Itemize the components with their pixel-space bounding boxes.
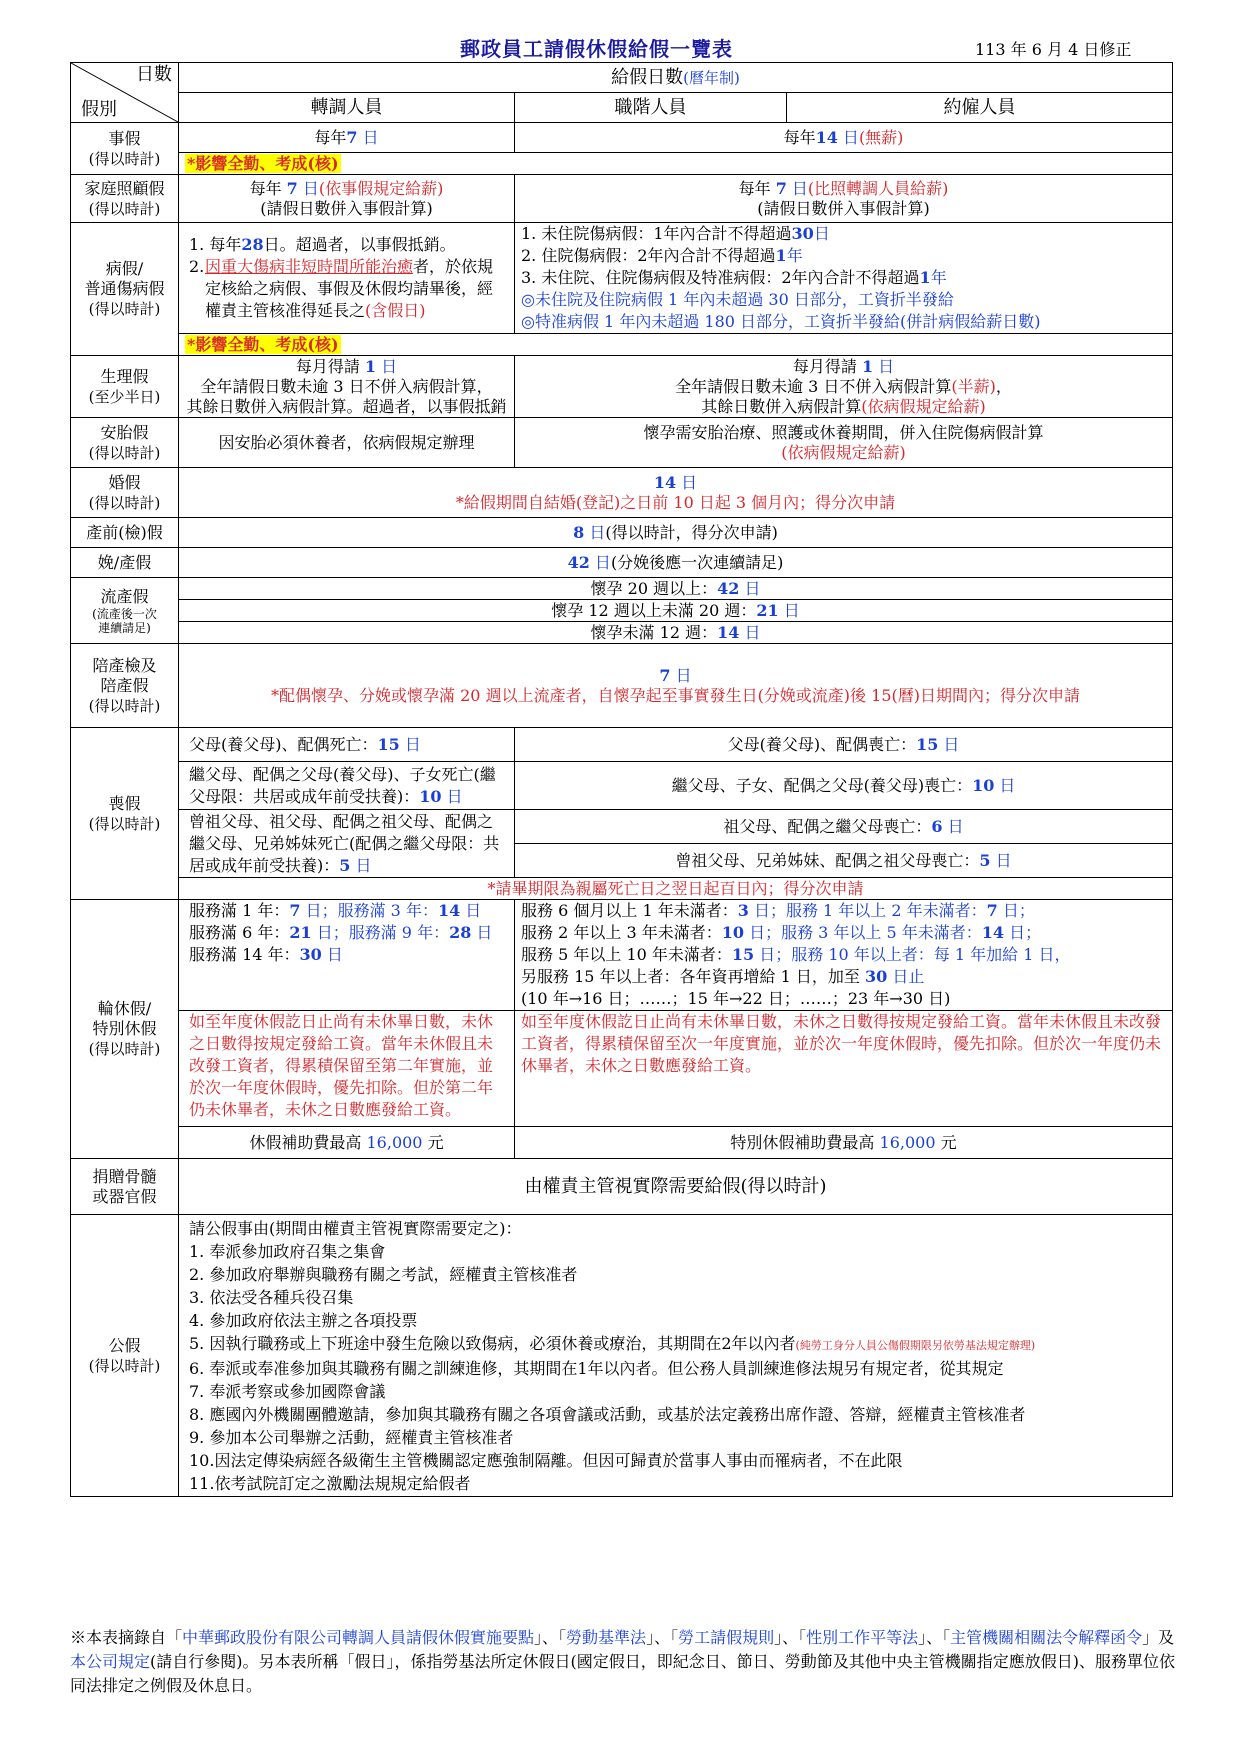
row-maternity-leave: 娩/產假	[71, 548, 179, 578]
list-item: 10.因法定傳染病經各級衛生主管機關認定應強制隔離。但因可歸責於當事人事由而罹病者，不在此限	[189, 1450, 903, 1470]
list-item: 5. 因執行職務或上下班途中發生危險以致傷病，必須休養或療治，其期間在2年以內者(純勞工身分人員公傷假期限另依勞基法規定辦理)	[189, 1333, 1036, 1353]
footnote: ※本表摘錄自「中華郵政股份有限公司轉調人員請假休假實施要點」、「勞動基準法」、「勞工請假規則」、「性別工作平等法」、「主管機關相關法令解釋函令」及本公司規定(請自行參閱)。另本表所稱「假日」，係指勞基法所定休假日(國定假日，即紀念日、節日、勞動節及其他中央主管機關指定應放假日)、服務單位依同法排定之例假及休息日。	[70, 1628, 1175, 1695]
row-personal-leave: 事假 (得以時計)	[71, 123, 179, 175]
row-donation-leave: 捐贈骨髓 或器官假	[71, 1159, 179, 1215]
leave-table: 日數 假別 給假日數(曆年制) 轉調人員 職階人員 約僱人員 事假 (得以時計) 每年7 日 每年14 日(無薪) *影響全勤、考成(核) 家庭照顧假 (得以時計) 每年 7 日(依事假規定給薪) (請假日數併入事假計算) 每年 7 日(比照轉調人員給薪) (請假日數併入事假計算) 病假/ 普通傷病假 (得以時計) 1. 每年28日。超過者，以事假抵銷。 2. 因重大傷病非短時間所能治癒者，於依規定核給之病假、事假及休假均請畢後，經權責主管核准得延長之(含假日) 1. 未住院傷病假：1年內合計不得超過30日 2. 住院傷病假：2年內合計不得超過1年 3. 未住院、住院傷病假及特准病假：2年內合計不得超過1年 ◎未住院及住院病假 1 年內未超過 30 日部分，工資折半發給 ◎特准病假 1 年內未超過 180 日部分，工資折半發給(併計病假給薪日數) *影響全勤、考成(核) 生理假 (至少半日) 每月得請 1 日 全年請假日數未逾 3 日不併入病假計算， 其餘日數併入病假計算。超過者，以事假抵銷 每月得請 1 日 全年請假日數未逾 3 日不併入病假計算(半薪)， 其餘日數併入病假計算(依病假規定給薪) 安胎假 (得以時計) 因安胎必須休養者，依病假規定辦理 懷孕需安胎治療、照護或休養期間，併入住院傷病假計算 (依病假規定給薪) 婚假 (得以時計) 14 日 *給假期間自結婚(登記)之日前 10 日起 3 個月內；得分次申請 產前(檢)假 8 日(得以時計，得分次申請) 娩/產假 42 日(分娩後應一次連續請足) 流產假 (流產後一次 連續請足) 懷孕 20 週以上：42 日 懷孕 12 週以上未滿 20 週：21 日 懷孕未滿 12 週：14 日 陪產檢及 陪產假 (得以時計) 7 日 *配偶懷孕、分娩或懷孕滿 20 週以上流產者，自懷孕起至事實發生日(分娩或流產)後 15(曆)日期間內；得分次申請 喪假 (得以時計) 父母(養父母)、配偶死亡：15 日 父母(養父母)、配偶喪亡：15 日 繼父母、配偶之父母(養父母)、子女死亡(繼父母限：共居或成年前受扶養)：10 日 繼父母、子女、配偶之父母(養父母)喪亡：10 日 曾祖父母、祖父母、配偶之祖父母、配偶之繼父母、兄弟姊妹死亡(配偶之繼父母限：共居或成年前受扶養)：5 日 祖父母、配偶之繼父母喪亡：6 日 曾祖父母、兄弟姊妹、配偶之祖父母喪亡：5 日 *請畢期限為親屬死亡日之翌日起百日內；得分次申請 輪休假/ 特別休假 (得以時計) 服務滿 1 年：7 日；服務滿 3 年：14 日 服務滿 6 年：21 日；服務滿 9 年：28 日 服務滿 14 年：30 日 服務 6 個月以上 1 年未滿者：3 日；服務 1 年以上 2 年未滿者：7 日； 服務 2 年以上 3 年未滿者：10 日；服務 3 年以上 5 年未滿者：14 日； 服務 5 年以上 10 年未滿者：15 日；服務 10 年以上者：每 1 年加給 1 日， 另服務 15 年以上者：各年資再增給 1 日，加至 30 日止 (10 年→16 日；……；15 年→22 日；……；23 年→30 日) 如至年度休假訖日止尚有未休畢日數，未休之日數得按規定發給工資。當年未休假且未改發工資者，得累積保留至第二年實施，並於次一年度休假時，優先扣除。但於第二年仍未休畢者，未休之日數應發給工資。 如至年度休假訖日止尚有未休畢日數，未休之日數得按規定發給工資。當年未休假且未改發工資者，得累積保留至次一年度實施，並於次一年度休假時，優先扣除。但於次一年度仍未休畢者，未休之日數應發給工資。 休假補助費最高 16,000 元 特別休假補助費最高 16,000 元 捐贈骨髓 或器官假 由權責主管視實際需要給假(得以時計) 公假 (得以時計) 請公假事由(期間由權責主管視實際需要定之)： 1. 奉派參加政府召集之集會 2. 參加政府舉辦與職務有關之考試，經權責主管核准者 3. 依法受各種兵役召集 4. 參加政府依法主辦之各項投票 5. 因執行職務或上下班途中發生危險以致傷病，必須休養或療治，其期間在2年以內者(純勞工身分人員公傷假期限另依勞基法規定辦理) 6. 奉派或奉准參加與其職務有關之訓練進修，其期間在1年以內者。但公務人員訓練進修法規另有規定者，從其規定 7. 奉派考察或參加國際會議 8. 應國內外機關團體邀請，參加與其職務有關之各項會議或活動，或基於法定義務出席作證、答辯，經權責主管核准者 9. 參加本公司舉辦之活動，經權責主管核准者 10.因法定傳染病經各級衛生主管機關認定應強制隔離。但因可歸責於當事人事由而罹病者，不在此限 11.依考試院訂定之激勵法規規定給假者	[70, 62, 1173, 1497]
row-annual-leave: 輪休假/ 特別休假 (得以時計)	[71, 900, 179, 1159]
row-bereavement-leave: 喪假 (得以時計)	[71, 728, 179, 900]
list-item: 9. 參加本公司舉辦之活動，經權責主管核准者	[189, 1427, 514, 1447]
row-sick-leave: 病假/ 普通傷病假 (得以時計)	[71, 223, 179, 356]
revision-date: 113 年 6 月 4 日修正	[975, 40, 1132, 59]
list-item: 3. 依法受各種兵役召集	[189, 1287, 354, 1307]
col-transfer: 轉調人員	[179, 93, 515, 123]
ref-link[interactable]: 性別工作平等法	[806, 1628, 919, 1647]
row-prenatal-leave: 產前(檢)假	[71, 518, 179, 548]
list-item: 6. 奉派或奉准參加與其職務有關之訓練進修，其期間在1年以內者。但公務人員訓練進修法規另有規定者，從其規定	[189, 1358, 1004, 1378]
list-item: 11.依考試院訂定之激勵法規規定給假者	[189, 1473, 471, 1493]
row-menstrual-leave: 生理假 (至少半日)	[71, 356, 179, 418]
row-marriage-leave: 婚假 (得以時計)	[71, 468, 179, 518]
list-item: 8. 應國內外機關團體邀請，參加與其職務有關之各項會議或活動，或基於法定義務出席作證、答辯，經權責主管核准者	[189, 1404, 1026, 1424]
grant-header: 給假日數	[611, 66, 684, 88]
row-paternity-leave: 陪產檢及 陪產假 (得以時計)	[71, 644, 179, 728]
warning-badge: *影響全勤、考成(核)	[187, 334, 339, 354]
ref-link[interactable]: 中華郵政股份有限公司轉調人員請假休假實施要點	[182, 1628, 535, 1647]
row-official-leave: 公假 (得以時計)	[71, 1215, 179, 1497]
corner-days: 日數	[136, 64, 172, 85]
row-family-care: 家庭照顧假 (得以時計)	[71, 175, 179, 223]
ref-link[interactable]: 勞工請假規則	[678, 1628, 775, 1647]
list-item: 7. 奉派考察或參加國際會議	[189, 1381, 386, 1401]
warning-badge: *影響全勤、考成(核)	[187, 153, 339, 173]
corner-type: 假別	[81, 99, 117, 120]
list-item: 4. 參加政府依法主辦之各項投票	[189, 1310, 418, 1330]
page-title: 郵政員工請假休假給假一覽表	[460, 37, 733, 61]
row-miscarriage-leave: 流產假 (流產後一次 連續請足)	[71, 578, 179, 644]
col-rank: 職階人員	[515, 93, 787, 123]
grant-note: (曆年制)	[683, 68, 740, 87]
list-item: 1. 奉派參加政府召集之集會	[189, 1241, 386, 1261]
list-item: 2. 參加政府舉辦與職務有關之考試，經權責主管核准者	[189, 1264, 578, 1284]
corner-cell	[71, 63, 179, 123]
ref-link[interactable]: 本公司規定	[70, 1652, 151, 1671]
ref-link[interactable]: 主管機關相關法令解釋函令	[950, 1628, 1143, 1647]
ref-link[interactable]: 勞動基準法	[566, 1628, 647, 1647]
col-contract: 約僱人員	[787, 93, 1173, 123]
row-pregnancy-rest: 安胎假 (得以時計)	[71, 418, 179, 468]
